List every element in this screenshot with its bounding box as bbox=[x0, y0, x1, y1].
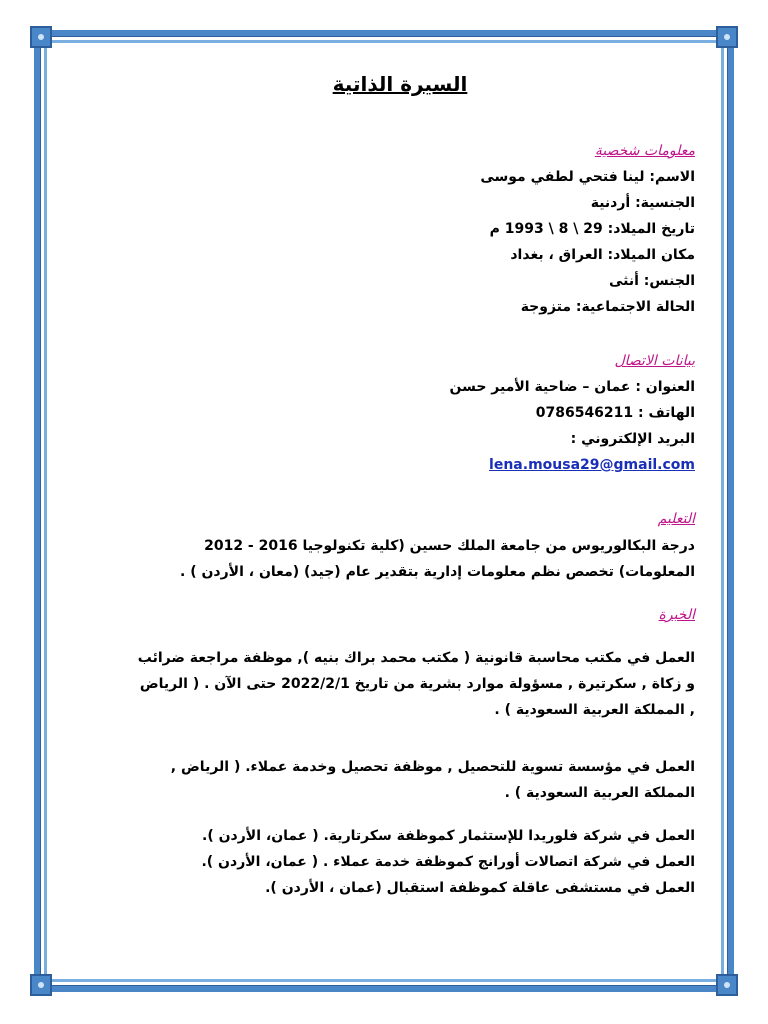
border-corner-ornament bbox=[30, 974, 52, 996]
education-heading: التعليم bbox=[657, 511, 695, 527]
education-line-1: درجة البكالوريوس من جامعة الملك حسين (كلية تكنولوجيا 2016 - 2012 bbox=[204, 538, 695, 554]
birth-date-line: تاريخ الميلاد: 29 \ 8 \ 1993 م bbox=[489, 221, 695, 237]
border-corner-ornament bbox=[716, 974, 738, 996]
gender-line: الجنس: أنثى bbox=[608, 273, 695, 289]
phone-line: الهاتف : 0786546211 bbox=[535, 405, 695, 421]
contact-heading: بيانات الاتصال bbox=[614, 353, 695, 369]
birth-place-line: مكان الميلاد: العراق ، بغداد bbox=[510, 247, 695, 263]
email-label: البريد الإلكتروني : bbox=[570, 431, 695, 447]
experience-job3: العمل في شركة فلوريدا للإستثمار كموظفة سكرتارية. ( عمان، الأردن ). bbox=[202, 828, 695, 844]
experience-job2-line2: المملكة العربية السعودية ) . bbox=[504, 785, 695, 801]
document-title: السيرة الذاتية bbox=[332, 72, 468, 96]
border-corner-ornament bbox=[716, 26, 738, 48]
experience-job1-line2: و زكاة , سكرتيرة , مسؤولة موارد بشرية من تاريخ 2022/2/1 حتى الآن . ( الرياض bbox=[139, 676, 695, 692]
address-line: العنوان : عمان – ضاحية الأمير حسن bbox=[449, 379, 695, 395]
experience-job4: العمل في شركة اتصالات أورانج كموظفة خدمة عملاء . ( عمان، الأردن ). bbox=[201, 854, 695, 870]
education-line-2: المعلومات) تخصص نظم معلومات إدارية بتقدير عام (جيد) (معان ، الأردن ) . bbox=[180, 564, 695, 580]
experience-job1-line1: العمل في مكتب محاسبة قانونية ( مكتب محمد براك بنيه ), موظفة مراجعة ضرائب bbox=[137, 650, 695, 666]
experience-heading: الخبرة bbox=[658, 607, 695, 623]
experience-job5: العمل في مستشفى عاقلة كموظفة استقبال (عمان ، الأردن ). bbox=[265, 880, 695, 896]
personal-info-heading: معلومات شخصية bbox=[594, 143, 695, 159]
name-line: الاسم: لينا فتحي لطفي موسى bbox=[480, 169, 695, 185]
email-link[interactable]: lena.mousa29@gmail.com bbox=[489, 457, 695, 473]
experience-job1-line3: , المملكة العربية السعودية ) . bbox=[494, 702, 695, 718]
border-corner-ornament bbox=[30, 26, 52, 48]
nationality-line: الجنسية: أردنية bbox=[590, 195, 695, 211]
marital-status-line: الحالة الاجتماعية: متزوجة bbox=[520, 299, 695, 315]
email-row bbox=[70, 456, 695, 474]
experience-job2-line1: العمل في مؤسسة تسوية للتحصيل , موظفة تحصيل وخدمة عملاء. ( الرياض , bbox=[170, 759, 695, 775]
